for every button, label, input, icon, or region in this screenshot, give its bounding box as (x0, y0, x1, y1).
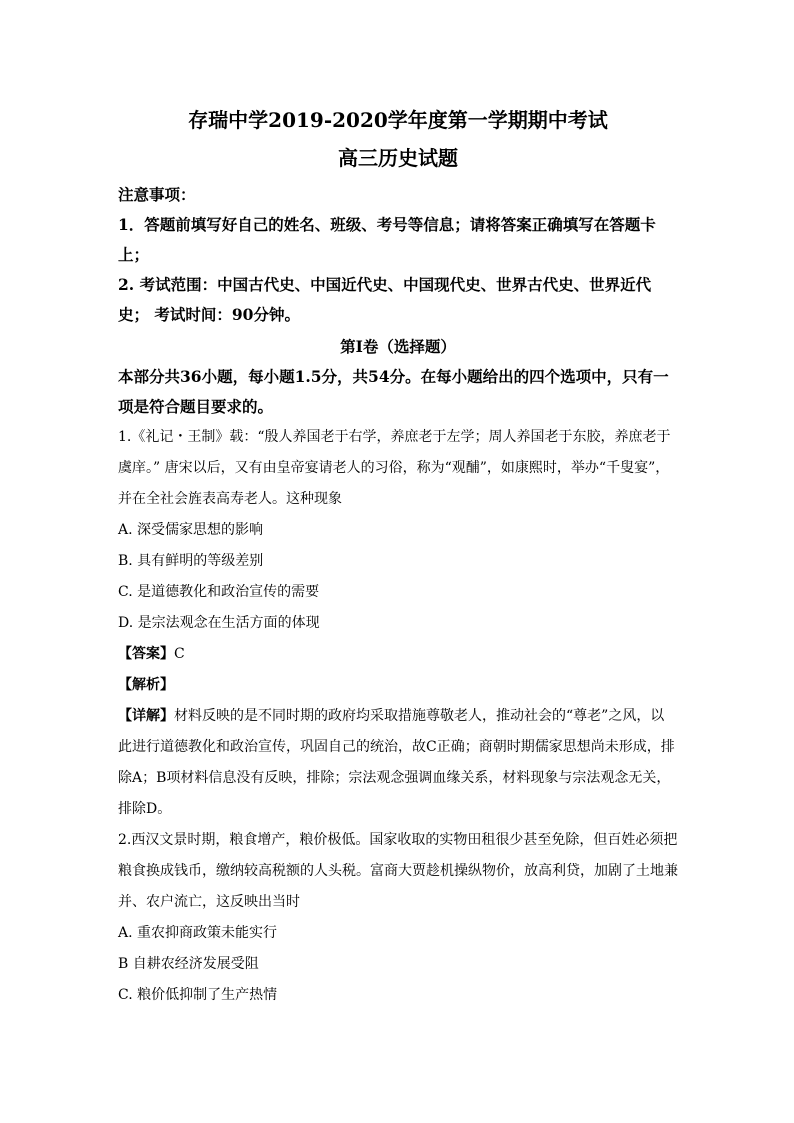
exam-page (118, 102, 678, 1011)
note-item-1: 1．答题前填写好自己的姓名、班级、考号等信息；请将答案正确填写在答题卡上； (118, 215, 656, 264)
detail-paragraph (118, 701, 678, 825)
option-a: A. 重农抑商政策未能实行 (118, 925, 278, 941)
answer-label: 【答案】 (118, 646, 174, 662)
detail-label: 【详解】 (118, 708, 174, 724)
detail-text: 材料反映的是不同时期的政府均采取措施尊敬老人，推动社会的“尊老”之风，以此进行道德教化和政治宣传，巩固自己的统治，故C正确；商朝时期儒家思想尚未形成，排除A；B项材料信息没有反映，排除；宗法观念强调血缘关系，材料现象与宗法观念无关，排除D。 (118, 708, 675, 817)
question-stem: 2.西汉文景时期，粮食增产，粮价极低。国家收取的实物田租很少甚至免除，但百姓必须把粮食换成钱币，缴纳较高税额的人头税。富商大贾趁机操纵物价，放高利贷，加剧了土地兼并、农户流亡，这反映出当时 (118, 832, 678, 910)
note-item-2: 2. 考试范围：中国古代史、中国近代史、中国现代史、世界古代史、世界近代史； 考试时间：90分钟。 (118, 275, 652, 324)
question-stem: 1.《礼记・王制》载：“殷人养国老于右学，养庶老于左学；周人养国老于东胶，养庶老于虞庠。” 唐宋以后，又有由皇帝宴请老人的习俗，称为“观酺”，如康熙时，举办“千叟宴”，并在全社会旌表高寿老人。这种现象 (118, 429, 671, 507)
exam-subtitle: 高三历史试题 (338, 146, 458, 170)
section-instruction: 本部分共36小题，每小题1.5分，共54分。在每小题给出的四个选项中，只有一项是符合题目要求的。 (118, 367, 669, 416)
option-d: D. 是宗法观念在生活方面的体现 (118, 615, 320, 631)
answer-line (118, 639, 678, 670)
analysis-label: 【解析】 (118, 677, 174, 693)
exam-title: 存瑞中学2019-2020学年度第一学期期中考试 (188, 108, 608, 132)
section-title: 第Ⅰ卷（选择题） (340, 337, 456, 356)
analysis-line (118, 670, 678, 701)
option-b: B. 具有鲜明的等级差别 (118, 553, 264, 569)
question-1 (118, 422, 678, 825)
option-b: B 自耕农经济发展受阻 (118, 956, 259, 972)
option-c: C. 是道德教化和政治宣传的需要 (118, 584, 320, 600)
option-a: A. 深受儒家思想的影响 (118, 522, 264, 538)
option-c: C. 粮价低抑制了生产热情 (118, 987, 278, 1003)
answer-value: C (174, 646, 185, 662)
notes-heading: 注意事项： (118, 185, 196, 204)
question-2 (118, 825, 678, 1011)
